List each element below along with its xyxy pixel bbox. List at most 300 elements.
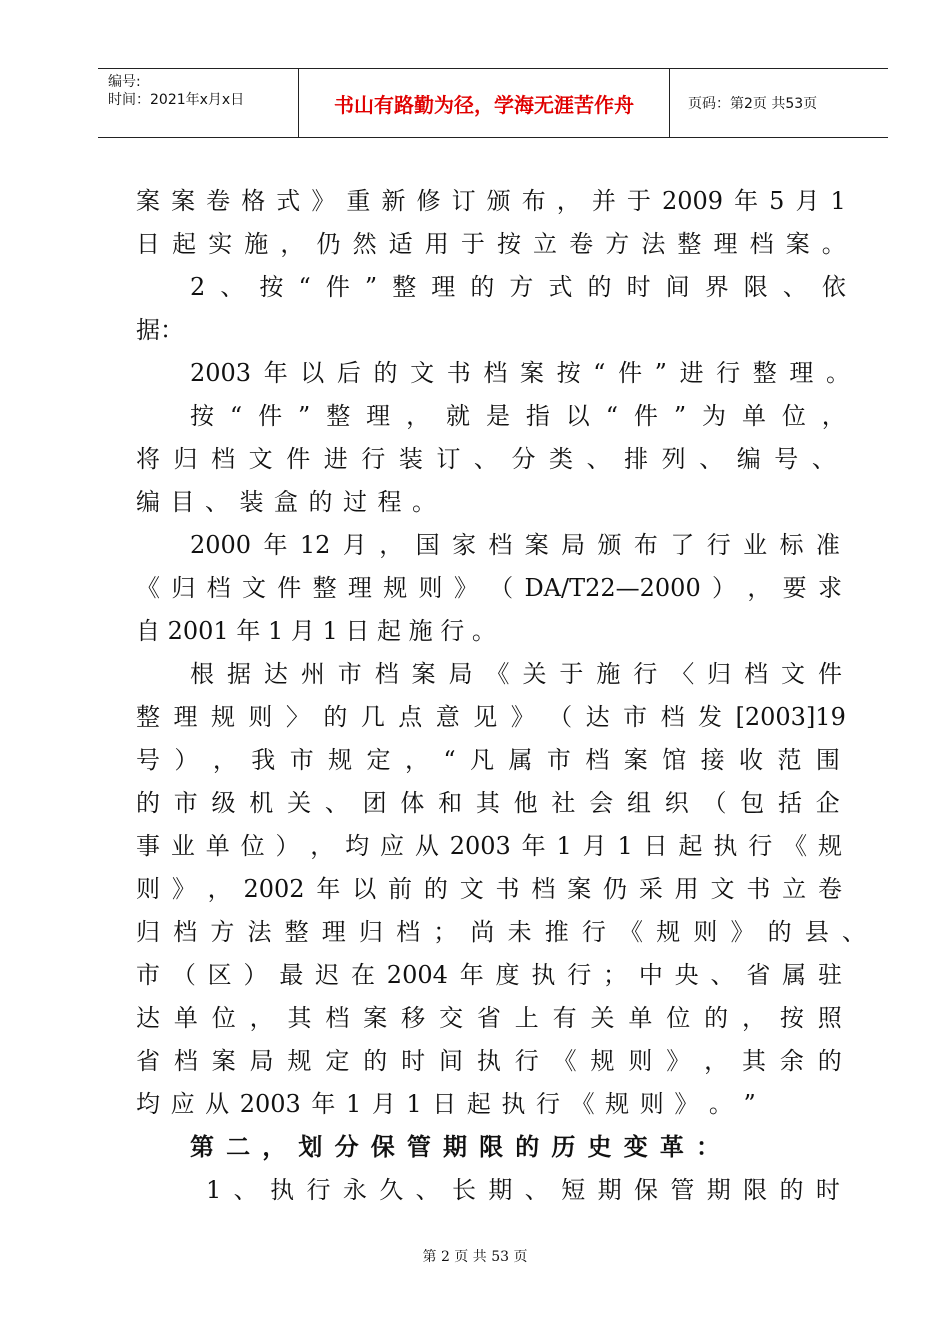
text-glyph: ： [160, 316, 184, 344]
text-glyph: 团 [362, 789, 387, 817]
text-glyph: ， [742, 1004, 766, 1032]
text-glyph: 市 [173, 789, 198, 817]
text-glyph: 。 [412, 488, 436, 516]
text-glyph: 自 [136, 617, 160, 645]
text-glyph: 间 [439, 1047, 463, 1075]
text-glyph: 了 [670, 531, 695, 559]
text-glyph: 则 [639, 1090, 664, 1118]
text-glyph: 《 [619, 918, 644, 946]
text-glyph: 文 [781, 660, 805, 688]
text-line [136, 788, 840, 818]
number-label: 编号: [108, 74, 141, 90]
text-glyph: 后 [336, 359, 361, 387]
text-glyph: 应 [380, 832, 405, 860]
text-glyph: ， [404, 746, 429, 774]
text-glyph: ” [673, 402, 687, 430]
text-glyph: 第 [190, 1132, 214, 1161]
text-glyph: 期 [488, 1176, 513, 1204]
text-glyph: 盒 [274, 488, 298, 516]
text-glyph: 迟 [315, 961, 340, 989]
text-glyph: 归 [136, 918, 160, 946]
text-glyph: 档 [173, 1047, 198, 1075]
text-glyph: 《 [485, 660, 510, 688]
text-glyph: （ [548, 703, 573, 731]
text-glyph: 局 [249, 1047, 274, 1075]
text-glyph: 余 [779, 1047, 804, 1075]
text-glyph: ， [379, 531, 404, 559]
text-glyph: “ [593, 359, 606, 387]
text-glyph: 颁 [597, 531, 622, 559]
text-glyph: 历 [551, 1132, 576, 1161]
text-glyph: 管 [406, 1132, 431, 1161]
text-glyph: 限 [743, 1176, 768, 1204]
text-glyph: 的 [136, 789, 160, 817]
text-glyph: 织 [664, 789, 689, 817]
time-label: 时间：2021年x月x日 [108, 92, 245, 108]
text-line [190, 659, 842, 689]
header-motto: 书山有路勤为径，学海无涯苦作舟 [299, 69, 670, 137]
text-glyph: 的 [423, 875, 448, 903]
text-glyph: 案 [519, 359, 544, 387]
text-glyph: 归 [171, 574, 196, 602]
text-line [136, 1003, 842, 1033]
text-line [136, 1089, 756, 1119]
text-glyph: 施 [596, 660, 621, 688]
text-glyph: ， [207, 875, 232, 903]
text-glyph: 案 [211, 1047, 236, 1075]
text-glyph: 法 [641, 230, 666, 258]
text-line [136, 960, 842, 990]
text-line [136, 616, 496, 646]
text-glyph: 二 [226, 1132, 251, 1161]
text-glyph: ， [747, 574, 772, 602]
text-glyph: 点 [398, 703, 423, 731]
text-glyph: 理 [366, 402, 391, 430]
text-glyph: （ [489, 574, 514, 602]
text-glyph: 格 [241, 187, 266, 215]
text-glyph: 档 [173, 918, 198, 946]
text-glyph: 关 [522, 660, 547, 688]
text-glyph: 2003 [190, 359, 252, 387]
text-glyph: 〈 [670, 660, 695, 688]
text-glyph: 按 [190, 402, 214, 430]
text-glyph: 案 [623, 746, 648, 774]
page-footer: 第 2 页 共 53 页 [422, 1249, 528, 1265]
text-glyph: 立 [533, 230, 558, 258]
text-glyph: 凡 [470, 746, 495, 774]
text-glyph: 2003 [449, 832, 511, 860]
text-glyph: 《 [136, 574, 160, 602]
text-line [136, 186, 846, 216]
text-glyph: 整 [392, 273, 417, 301]
text-glyph: 范 [777, 746, 802, 774]
text-glyph: 交 [439, 1004, 463, 1032]
text-glyph: 均 [136, 1090, 160, 1118]
text-glyph: 关 [287, 789, 312, 817]
text-line [190, 358, 850, 388]
text-glyph: “ [605, 402, 618, 430]
text-glyph: 案 [411, 660, 436, 688]
text-glyph: 档 [483, 359, 508, 387]
text-glyph: 于 [626, 187, 651, 215]
text-glyph: ， [212, 746, 237, 774]
text-glyph: 局 [448, 660, 473, 688]
text-glyph: 年 [236, 617, 261, 645]
text-glyph: 执 [476, 1047, 501, 1075]
text-glyph: ， [249, 1004, 274, 1032]
text-glyph: 其 [742, 1047, 766, 1075]
text-glyph: 件 [286, 445, 311, 473]
text-glyph: 则 [418, 574, 443, 602]
text-glyph: 文 [410, 359, 435, 387]
text-glyph: 新 [381, 187, 406, 215]
text-glyph: 管 [670, 1176, 695, 1204]
text-glyph: 1 [345, 1090, 362, 1118]
text-glyph: 规 [383, 574, 408, 602]
text-glyph: 以 [565, 402, 590, 430]
text-glyph: 理 [789, 359, 814, 387]
text-glyph: 方 [210, 918, 235, 946]
text-glyph: 界 [704, 273, 729, 301]
text-glyph: 州 [300, 660, 325, 688]
text-glyph: 、 [782, 273, 807, 301]
text-glyph: 体 [400, 789, 425, 817]
text-glyph: 起 [172, 230, 197, 258]
text-glyph: 则 [248, 703, 273, 731]
text-glyph: 执 [270, 1176, 295, 1204]
text-glyph: 应 [170, 1090, 195, 1118]
text-glyph: 方 [509, 273, 534, 301]
text-glyph: 2009 [661, 187, 724, 215]
text-glyph: 馆 [662, 746, 687, 774]
text-glyph: 行 [514, 1047, 539, 1075]
text-glyph: 行 [748, 832, 773, 860]
text-glyph: 按 [496, 230, 521, 258]
text-glyph: 括 [778, 789, 803, 817]
text-glyph: ， [262, 1132, 287, 1161]
text-glyph: 社 [551, 789, 576, 817]
text-glyph: 文 [710, 875, 735, 903]
text-glyph: 立 [782, 875, 807, 903]
text-glyph: 革 [659, 1132, 684, 1161]
text-glyph: 上 [514, 1004, 539, 1032]
text-glyph: 进 [679, 359, 704, 387]
text-glyph: 长 [452, 1176, 477, 1204]
text-glyph: 市 [546, 746, 571, 774]
text-line [136, 487, 436, 517]
text-glyph: 市 [289, 746, 314, 774]
text-glyph: DA/T22—2000 [524, 574, 701, 602]
text-glyph: 限 [743, 273, 768, 301]
text-glyph: 过 [343, 488, 367, 516]
text-glyph: 标 [779, 531, 804, 559]
text-glyph: 2000 [190, 531, 252, 559]
text-glyph: 档 [488, 531, 513, 559]
text-glyph: 档 [206, 574, 231, 602]
text-glyph: ； [433, 918, 458, 946]
text-glyph: 属 [508, 746, 533, 774]
text-glyph: 整 [284, 918, 309, 946]
text-glyph: 机 [249, 789, 274, 817]
text-glyph: 指 [525, 402, 550, 430]
text-glyph: ） [174, 746, 199, 774]
text-glyph: 档 [660, 703, 685, 731]
text-glyph: 关 [590, 1004, 615, 1032]
text-glyph: 尚 [470, 918, 495, 946]
text-glyph: 类 [549, 445, 574, 473]
text-glyph: 均 [345, 832, 370, 860]
text-glyph: 订 [436, 445, 461, 473]
text-glyph: 件 [258, 402, 283, 430]
text-glyph: 、 [473, 445, 498, 473]
text-glyph: 行 [361, 445, 386, 473]
text-glyph: 归 [358, 918, 383, 946]
text-glyph: 执 [531, 961, 556, 989]
text-glyph: 装 [398, 445, 423, 473]
text-glyph: 理 [173, 703, 198, 731]
text-glyph: 。 [708, 1090, 733, 1118]
text-glyph: 度 [495, 961, 520, 989]
text-glyph: 年 [316, 875, 341, 903]
text-glyph: 驻 [817, 961, 842, 989]
text-glyph: 行 [581, 918, 606, 946]
text-glyph: 其 [475, 789, 500, 817]
text-glyph: 2002 [243, 875, 305, 903]
text-glyph: 文 [241, 574, 266, 602]
text-glyph: 规 [817, 832, 842, 860]
text-glyph: 仍 [316, 230, 341, 258]
text-glyph: 意 [435, 703, 460, 731]
text-glyph: 就 [446, 402, 471, 430]
text-glyph: 依 [821, 273, 846, 301]
text-line [136, 315, 184, 345]
text-glyph: 修 [416, 187, 441, 215]
text-glyph: 规 [287, 1047, 312, 1075]
text-glyph: ： [695, 1132, 720, 1161]
text-glyph: 为 [702, 402, 727, 430]
text-glyph: 从 [205, 1090, 230, 1118]
text-glyph: 分 [334, 1132, 359, 1161]
text-glyph: ， [406, 402, 431, 430]
text-glyph: 1 [206, 1176, 222, 1204]
text-glyph: 理 [321, 918, 346, 946]
text-glyph: 布 [633, 531, 658, 559]
text-glyph: 家 [451, 531, 476, 559]
text-glyph: 月 [582, 832, 607, 860]
text-glyph: 史 [587, 1132, 612, 1161]
text-glyph: 的 [373, 359, 398, 387]
text-glyph: 时 [815, 1176, 840, 1204]
text-glyph: 并 [591, 187, 616, 215]
text-glyph: 案 [171, 187, 196, 215]
text-glyph: 日 [345, 617, 370, 645]
text-glyph: 的 [587, 273, 612, 301]
text-glyph: 月 [290, 617, 315, 645]
text-glyph: 理 [347, 574, 372, 602]
text-glyph: 件 [618, 359, 643, 387]
text-line [190, 1132, 720, 1162]
text-glyph: 、 [524, 1176, 549, 1204]
text-glyph: 规 [605, 1090, 630, 1118]
text-line [136, 917, 866, 947]
text-glyph: 求 [817, 574, 842, 602]
text-glyph: 适 [388, 230, 413, 258]
text-glyph: 前 [388, 875, 413, 903]
text-glyph: 见 [473, 703, 498, 731]
text-glyph: （ [171, 961, 196, 989]
text-glyph: 2001 [167, 617, 229, 645]
text-glyph: 的 [308, 488, 333, 516]
text-glyph: 起 [377, 617, 402, 645]
text-glyph: 整 [312, 574, 337, 602]
text-glyph: 区 [207, 961, 232, 989]
text-glyph: ， [556, 187, 581, 215]
text-glyph: 1 [556, 832, 572, 860]
text-glyph: 中 [638, 961, 663, 989]
text-glyph: 式 [548, 273, 573, 301]
text-glyph: 根 [190, 660, 214, 688]
text-glyph: 1 [267, 617, 284, 645]
text-glyph: 围 [815, 746, 840, 774]
text-glyph: 省 [476, 1004, 501, 1032]
text-glyph: 的 [323, 703, 348, 731]
text-glyph: 、 [324, 789, 349, 817]
text-glyph: 准 [815, 531, 840, 559]
text-glyph: 件 [277, 574, 302, 602]
text-glyph: 位 [666, 1004, 691, 1032]
text-glyph: 则 [136, 875, 160, 903]
text-glyph: 按 [259, 273, 284, 301]
text-glyph: 、 [205, 488, 229, 516]
text-glyph: 的 [779, 1176, 804, 1204]
text-glyph: （ [702, 789, 727, 817]
text-glyph: 年 [263, 359, 288, 387]
text-glyph: 属 [782, 961, 807, 989]
text-glyph: 几 [360, 703, 385, 731]
text-glyph: ” [364, 273, 378, 301]
text-glyph: 书 [446, 359, 471, 387]
text-glyph: 位 [240, 832, 265, 860]
text-glyph: 的 [817, 1047, 842, 1075]
text-glyph: 据 [136, 316, 160, 344]
text-glyph: 县 [804, 918, 829, 946]
text-line [136, 444, 836, 474]
text-line [206, 1175, 840, 1205]
text-glyph: 最 [279, 961, 304, 989]
text-glyph: 单 [741, 402, 766, 430]
text-glyph: 12 [299, 531, 331, 559]
text-glyph: 整 [326, 402, 351, 430]
text-glyph: 划 [298, 1132, 323, 1161]
text-glyph: 月 [795, 187, 820, 215]
text-glyph: 级 [211, 789, 236, 817]
text-glyph: 达 [585, 703, 610, 731]
text-glyph: 位 [781, 402, 806, 430]
text-glyph: 文 [459, 875, 484, 903]
text-glyph: ； [603, 961, 628, 989]
text-glyph: ） [712, 574, 737, 602]
text-glyph: 执 [501, 1090, 526, 1118]
text-glyph: 整 [136, 703, 160, 731]
text-glyph: 发 [698, 703, 723, 731]
text-glyph: 书 [495, 875, 520, 903]
text-line [136, 831, 842, 861]
text-glyph: 推 [544, 918, 569, 946]
text-glyph: “ [298, 273, 311, 301]
text-glyph: 、 [699, 445, 724, 473]
text-glyph: 达 [263, 660, 288, 688]
text-glyph: 日 [136, 230, 160, 258]
text-glyph: 件 [817, 660, 842, 688]
text-glyph: 档 [211, 445, 236, 473]
text-glyph: 整 [752, 359, 777, 387]
text-glyph: 其 [287, 1004, 312, 1032]
text-glyph: 、 [233, 1176, 258, 1204]
text-glyph: 行 [536, 1090, 560, 1118]
text-line [136, 229, 846, 259]
text-glyph: ” [654, 359, 667, 387]
text-glyph: 业 [743, 531, 768, 559]
text-glyph: 案 [567, 875, 592, 903]
text-glyph: 市 [136, 961, 160, 989]
text-glyph: 档 [374, 660, 399, 688]
text-glyph: 他 [513, 789, 538, 817]
text-glyph: 包 [740, 789, 765, 817]
text-glyph: 2 [190, 273, 206, 301]
text-glyph: ” [743, 1090, 756, 1118]
text-glyph: 档 [325, 1004, 350, 1032]
text-glyph: 、 [811, 445, 836, 473]
text-glyph: 行 [440, 617, 465, 645]
text-glyph: 编 [736, 445, 761, 473]
text-glyph: 业 [170, 832, 195, 860]
text-glyph: 颁 [486, 187, 511, 215]
text-glyph: 行 [716, 359, 741, 387]
text-line [136, 874, 842, 904]
text-glyph: 。 [821, 230, 846, 258]
text-glyph: 《 [570, 1090, 595, 1118]
text-glyph: 组 [626, 789, 651, 817]
text-glyph: 于 [460, 230, 485, 258]
text-glyph: 的 [470, 273, 495, 301]
page-info-text: 页码：第2页 共53页 [688, 96, 818, 112]
text-glyph: 按 [556, 359, 581, 387]
text-line [190, 530, 840, 560]
text-glyph: 短 [561, 1176, 586, 1204]
text-glyph: 档 [749, 230, 774, 258]
text-glyph: 单 [628, 1004, 653, 1032]
text-glyph: 期 [442, 1132, 467, 1161]
text-glyph: 案 [136, 187, 160, 215]
text-glyph: 。 [826, 359, 850, 387]
text-glyph: 企 [815, 789, 840, 817]
text-glyph: 目 [170, 488, 195, 516]
text-glyph: 件 [633, 402, 658, 430]
text-glyph: 施 [244, 230, 269, 258]
text-glyph: “ [229, 402, 243, 430]
text-glyph: 年 [311, 1090, 336, 1118]
text-glyph: 》 [453, 574, 478, 602]
text-glyph: 限 [479, 1132, 504, 1161]
text-line [136, 702, 846, 732]
text-glyph: 省 [746, 961, 771, 989]
text-glyph: 布 [521, 187, 546, 215]
text-glyph: 和 [438, 789, 463, 817]
text-glyph: 规 [328, 746, 353, 774]
text-glyph: 列 [661, 445, 686, 473]
text-glyph: 案 [363, 1004, 388, 1032]
text-glyph: 达 [136, 1004, 160, 1032]
